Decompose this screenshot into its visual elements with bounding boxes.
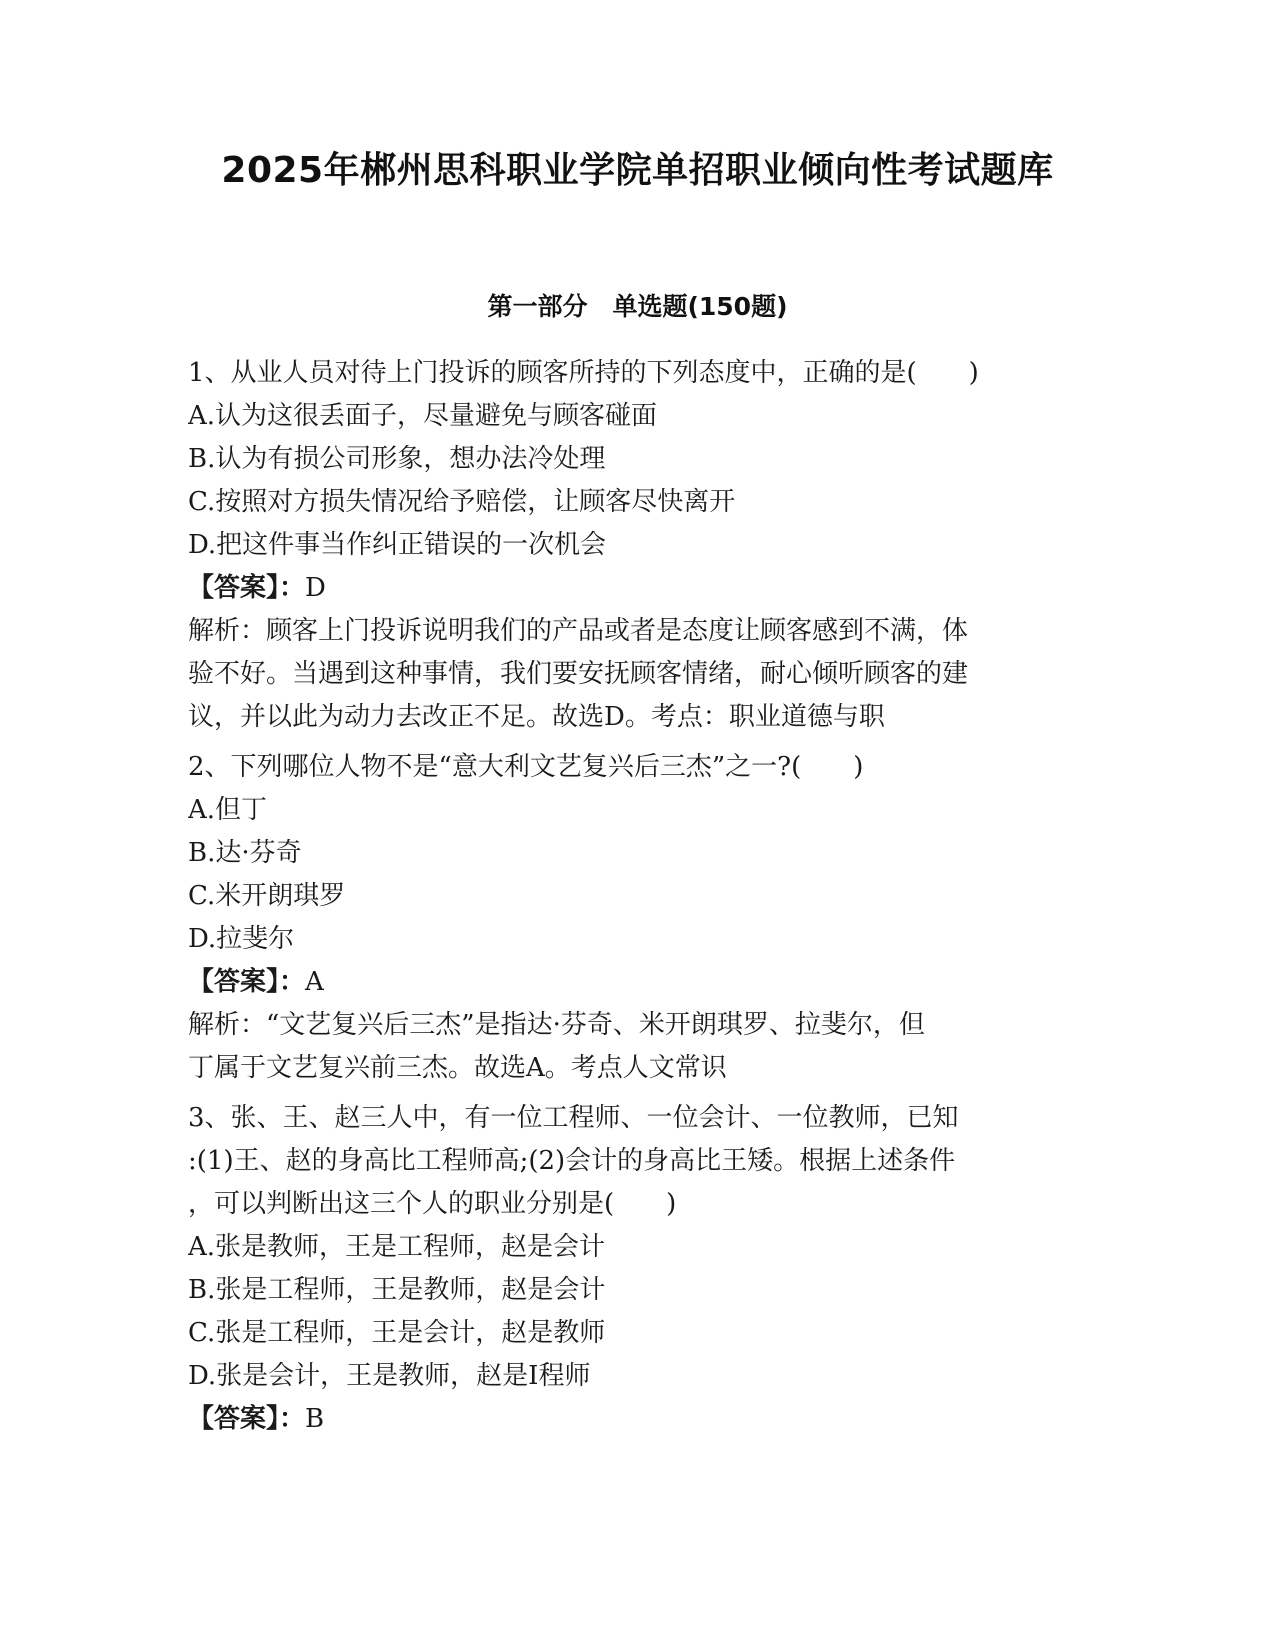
option-c: C.按照对方损失情况给予赔偿，让顾客尽快离开	[188, 487, 736, 517]
analysis-line: 议，并以此为动力去改正不足。故选D。考点：职业道德与职	[188, 702, 885, 732]
section-title: 第一部分 单选题(150题)	[487, 292, 788, 321]
answer-line	[188, 1398, 1068, 1441]
question-stem: 3、张、王、赵三人中，有一位工程师、一位会计、一位教师，已知	[188, 1103, 959, 1133]
option-d: D.张是会计，王是教师，赵是I程师	[188, 1361, 591, 1391]
question-1	[188, 352, 1068, 739]
question-2	[188, 746, 1068, 1090]
option-d: D.把这件事当作纠正错误的一次机会	[188, 530, 607, 560]
question-stem: :(1)王、赵的身高比工程师高;(2)会计的身高比王矮。根据上述条件	[188, 1146, 956, 1176]
option-b: B.认为有损公司形象，想办法冷处理	[188, 444, 606, 474]
answer-value: B	[305, 1404, 325, 1434]
option-a: A.认为这很丢面子，尽量避免与顾客碰面	[188, 401, 658, 431]
question-3	[188, 1097, 1068, 1441]
answer-value: D	[305, 573, 326, 603]
answer-label: 【答案】：	[188, 967, 306, 997]
analysis-line: 验不好。当遇到这种事情，我们要安抚顾客情绪，耐心倾听顾客的建	[188, 659, 969, 689]
question-list	[188, 352, 1068, 1441]
option-a: A.但丁	[188, 795, 268, 825]
option-d: D.拉斐尔	[188, 924, 295, 954]
option-c: C.米开朗琪罗	[188, 881, 346, 911]
question-stem: 1、从业人员对待上门投诉的顾客所持的下列态度中，正确的是( )	[188, 358, 979, 388]
document-title: 2025年郴州思科职业学院单招职业倾向性考试题库	[221, 150, 1054, 191]
answer-label: 【答案】：	[188, 1404, 306, 1434]
option-b: B.张是工程师，王是教师，赵是会计	[188, 1275, 606, 1305]
question-stem: 2、下列哪位人物不是“意大利文艺复兴后三杰”之一?( )	[188, 752, 864, 782]
option-a: A.张是教师，王是工程师，赵是会计	[188, 1232, 606, 1262]
option-b: B.达·芬奇	[188, 838, 302, 868]
answer-label: 【答案】：	[188, 573, 306, 603]
question-stem: ，可以判断出这三个人的职业分别是( )	[188, 1189, 677, 1219]
analysis-line: 丁属于文艺复兴前三杰。故选A。考点人文常识	[188, 1053, 727, 1083]
answer-value: A	[305, 967, 324, 997]
analysis-line: 解析：“文艺复兴后三杰”是指达·芬奇、米开朗琪罗、拉斐尔，但	[188, 1010, 925, 1040]
answer-line	[188, 961, 1068, 1004]
analysis-line: 解析：顾客上门投诉说明我们的产品或者是态度让顾客感到不满，体	[188, 616, 969, 646]
answer-line	[188, 567, 1068, 610]
option-c: C.张是工程师，王是会计，赵是教师	[188, 1318, 606, 1348]
